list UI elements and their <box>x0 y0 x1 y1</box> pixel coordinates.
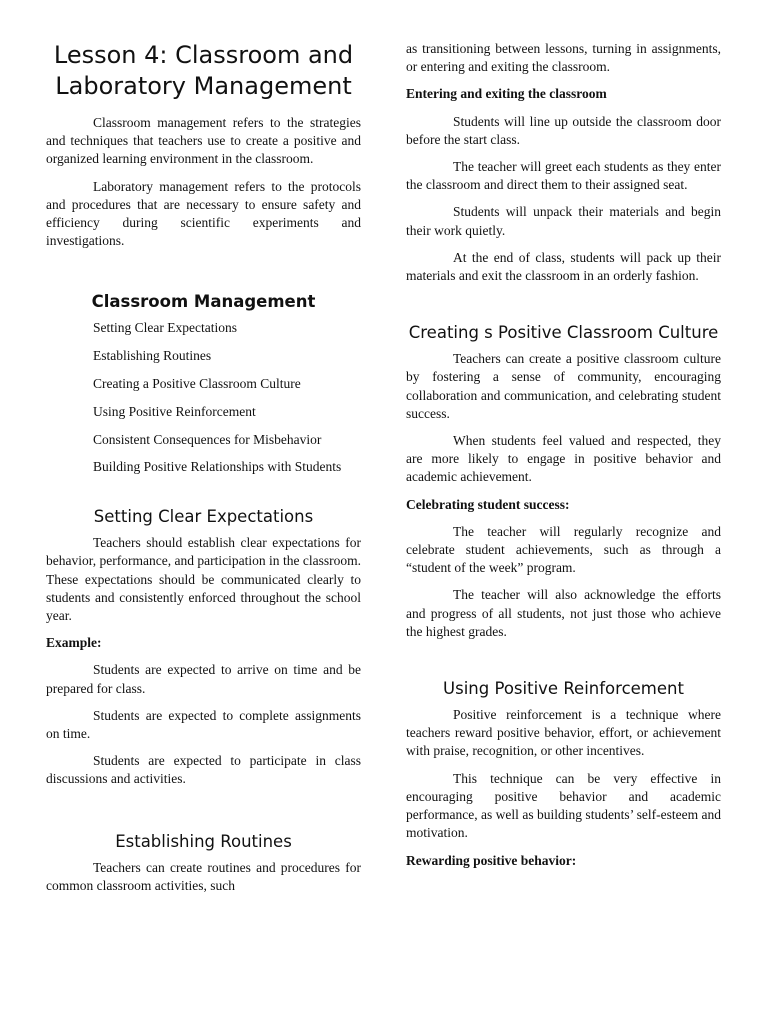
example-item: Students are expected to participate in class discussions and activities. <box>46 753 361 787</box>
list-item: Creating a Positive Classroom Culture <box>93 376 301 392</box>
example-item: Students are expected to complete assignments on time. <box>46 707 361 742</box>
classroom-management-list <box>46 319 361 476</box>
positive-reinforcement-heading: Using Positive Reinforcement <box>443 679 684 699</box>
example-item: Students are expected to arrive on time and be prepared for class. <box>46 662 361 696</box>
routine-item: Students will line up outside the classroom door before the start class. <box>406 113 721 147</box>
laboratory-management-definition: Laboratory management refers to the protocols and procedures that are necessary to ensure safety and efficiency during scientific experiments and investigations. <box>46 178 361 249</box>
positive-culture-paragraph: When students feel valued and respected, they are more likely to engage in positive behavior and academic achievement. <box>406 433 721 485</box>
list-item: Building Positive Relationships with Students <box>93 459 342 475</box>
celebrating-success-label: Celebrating student success: <box>406 496 570 512</box>
celebrating-item: The teacher will also acknowledge the efforts and progress of all students, not just those who achieve the highest grades. <box>406 587 721 639</box>
classroom-management-heading: Classroom Management <box>91 292 316 312</box>
celebrating-item: The teacher will regularly recognize and celebrate student achievements, such as through a “student of the week” program. <box>406 523 721 576</box>
routines-continued-paragraph: as transitioning between lessons, turning in assignments, or entering and exiting the classroom. <box>406 41 721 75</box>
list-item: Setting Clear Expectations <box>93 320 237 336</box>
routine-item: The teacher will greet each students as they enter the classroom and direct them to their assigned seat. <box>406 159 721 193</box>
setting-expectations-heading: Setting Clear Expectations <box>93 507 314 527</box>
lesson-title: Lesson 4: Classroom and Laboratory Management <box>53 41 354 100</box>
rewarding-behavior-label: Rewarding positive behavior: <box>406 852 577 868</box>
establishing-routines-heading: Establishing Routines <box>115 831 292 851</box>
list-item: Consistent Consequences for Misbehavior <box>93 431 322 447</box>
positive-culture-heading: Creating s Positive Classroom Culture <box>408 323 719 343</box>
classroom-management-definition: Classroom management refers to the strategies and techniques that teachers use to create a positive and organized learning environment in the classroom. <box>46 115 361 167</box>
right-column <box>406 40 721 879</box>
positive-reinforcement-paragraph: Positive reinforcement is a technique where teachers reward positive behavior, effort, or achievement with praise, recognition, or other incentives. <box>406 707 721 759</box>
routine-item: At the end of class, students will pack up their materials and exit the classroom in an orderly fashion. <box>406 249 721 284</box>
positive-reinforcement-paragraph: This technique can be very effective in encouraging positive behavior and academic performance, as well as building students’ self-esteem and motivation. <box>406 770 721 841</box>
positive-culture-paragraph: Teachers can create a positive classroom culture by fostering a sense of community, encouraging collaboration and communication, and celebrating student success. <box>406 351 721 421</box>
routine-item: Students will unpack their materials and begin their work quietly. <box>406 204 721 238</box>
setting-expectations-paragraph: Teachers should establish clear expectations for behavior, performance, and participation in the classroom. These expectations should be communicated clearly to students and consistently enforced throughout the school year. <box>46 535 361 624</box>
left-column <box>46 40 361 904</box>
list-item: Establishing Routines <box>93 348 212 364</box>
establishing-routines-paragraph: Teachers can create routines and procedures for common classroom activities, such <box>46 859 361 893</box>
entering-exiting-label: Entering and exiting the classroom <box>406 86 607 102</box>
list-item: Using Positive Reinforcement <box>93 403 256 419</box>
example-label: Example: <box>46 635 102 651</box>
